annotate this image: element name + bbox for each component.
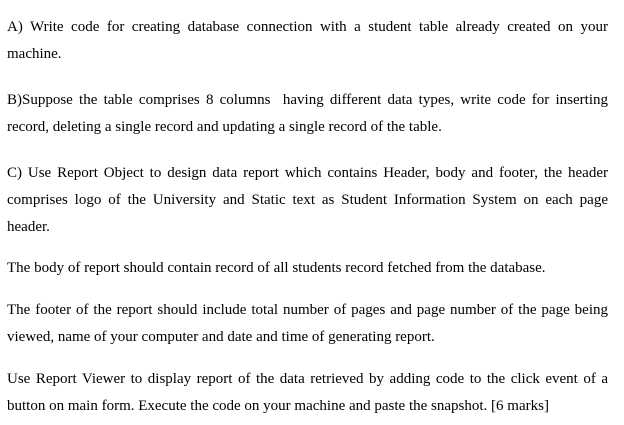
paragraph-report-footer: The footer of the report should include total number of pages and page number of the page being viewed, name of your computer and date and time of generating report. — [7, 302, 608, 345]
document-body — [7, 14, 616, 420]
paragraph-part-a: A) Write code for creating database connection with a student table already created on your machine. — [7, 19, 608, 62]
paragraph-report-viewer: Use Report Viewer to display report of the data retrieved by adding code to the click event of a button on main form. Execute the code on your machine and paste the snapshot. [6 marks] — [7, 371, 608, 414]
paragraph-report-body: The body of report should contain record of all students record fetched from the database. — [7, 260, 546, 276]
paragraph-part-c: C) Use Report Object to design data report which contains Header, body and footer, the header comprises logo of the University and Static text as Student Information System on each page header. — [7, 165, 616, 235]
paragraph-part-b: B)Suppose the table comprises 8 columns having different data types, write code for inserting record, deleting a single record and updating a single record of the table. — [7, 92, 612, 135]
